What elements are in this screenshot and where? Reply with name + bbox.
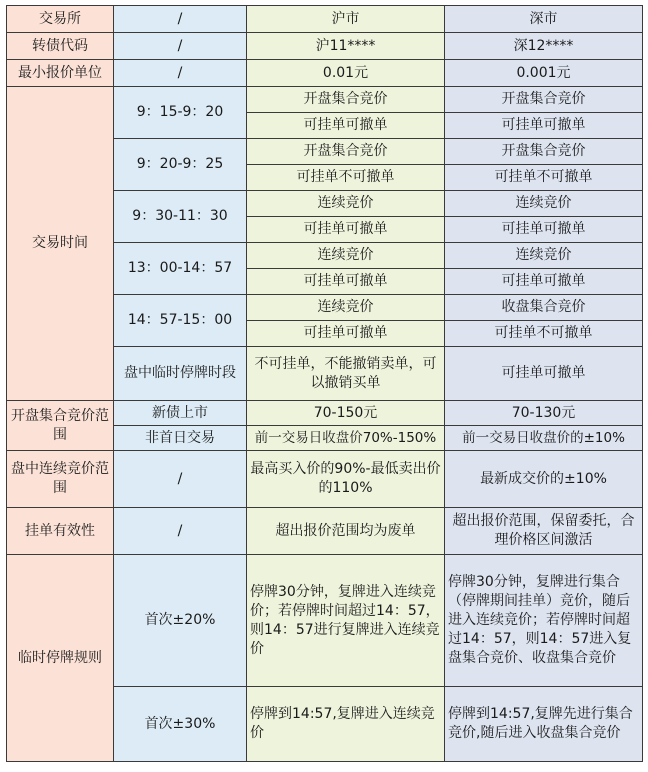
halt-rule-sz: 停牌30分钟，复牌进行集合（停牌期间挂单）竞价，随后进入连续竞价；若停牌时间超过14：57，则14：57进入复盘集合竞价、收盘集合竞价 [445, 555, 643, 687]
halt-period-sh: 不可挂单，不能撤销卖单，可以撤销买单 [247, 347, 445, 401]
hours-sh: 连续竞价 [247, 243, 445, 269]
halt-rule-sub: 首次±30% [114, 687, 247, 762]
hours-sh: 开盘集合竞价 [247, 87, 445, 113]
hours-sz: 可挂单不可撤单 [445, 165, 643, 191]
time-slot-4: 13：00-14：57 [114, 243, 247, 295]
tick-sh: 0.01元 [247, 60, 445, 87]
opening-sh: 70-150元 [247, 401, 445, 426]
time-slot-2: 9：20-9：25 [114, 139, 247, 191]
table-row [7, 555, 643, 687]
hours-sz: 连续竞价 [445, 243, 643, 269]
table-row-code [7, 33, 643, 60]
row-label-halt-rules: 临时停牌规则 [7, 555, 114, 762]
halt-rule-sh: 停牌到14:57,复牌进入连续竞价 [247, 687, 445, 762]
row-label-continuous: 盘中连续竞价范围 [7, 451, 114, 508]
slash-cell: / [114, 6, 247, 33]
row-label-validity: 挂单有效性 [7, 508, 114, 555]
table-row-validity [7, 508, 643, 555]
opening-sz: 前一交易日收盘价的±10% [445, 426, 643, 451]
tick-sz: 0.001元 [445, 60, 643, 87]
table-row [7, 87, 643, 113]
table-row [7, 401, 643, 426]
hours-sh: 可挂单可撤单 [247, 321, 445, 347]
hours-sz: 开盘集合竞价 [445, 87, 643, 113]
hours-sh: 连续竞价 [247, 191, 445, 217]
hours-sz: 可挂单可撤单 [445, 217, 643, 243]
time-slot-1: 9：15-9：20 [114, 87, 247, 139]
watermark-icon [498, 760, 638, 770]
hours-sz: 可挂单可撤单 [445, 269, 643, 295]
slash-cell: / [114, 60, 247, 87]
halt-period-label: 盘中临时停牌时段 [114, 347, 247, 401]
row-label-hours: 交易时间 [7, 87, 114, 401]
halt-rule-sz: 停牌到14:57,复牌先进行集合竞价,随后进入收盘集合竞价 [445, 687, 643, 762]
hours-sz: 开盘集合竞价 [445, 139, 643, 165]
hours-sz: 可挂单可撤单 [445, 113, 643, 139]
row-label-opening: 开盘集合竞价范围 [7, 401, 114, 451]
halt-rule-sh: 停牌30分钟，复牌进入连续竞价；若停牌时间超过14：57，则14：57进行复牌进入连续竞价 [247, 555, 445, 687]
code-sz: 深12**** [445, 33, 643, 60]
halt-period-sz: 可挂单可撤单 [445, 347, 643, 401]
row-label-exchange: 交易所 [7, 6, 114, 33]
continuous-sh: 最高买入价的90%-最低卖出价的110% [247, 451, 445, 508]
row-label-code: 转债代码 [7, 33, 114, 60]
hours-sh: 可挂单不可撤单 [247, 165, 445, 191]
hours-sh: 可挂单可撤单 [247, 217, 445, 243]
table-row-continuous [7, 451, 643, 508]
slash-cell: / [114, 508, 247, 555]
time-slot-3: 9：30-11：30 [114, 191, 247, 243]
opening-sh: 前一交易日收盘价70%-150% [247, 426, 445, 451]
hours-sh: 连续竞价 [247, 295, 445, 321]
comparison-table [6, 5, 643, 762]
code-sh: 沪11**** [247, 33, 445, 60]
slash-cell: / [114, 451, 247, 508]
hours-sz: 可挂单不可撤单 [445, 321, 643, 347]
continuous-sz: 最新成交价的±10% [445, 451, 643, 508]
opening-sub: 非首日交易 [114, 426, 247, 451]
hours-sh: 可挂单可撤单 [247, 269, 445, 295]
validity-sh: 超出报价范围均为废单 [247, 508, 445, 555]
slash-cell: / [114, 33, 247, 60]
hours-sh: 开盘集合竞价 [247, 139, 445, 165]
hours-sz: 连续竞价 [445, 191, 643, 217]
row-label-tick: 最小报价单位 [7, 60, 114, 87]
halt-rule-sub: 首次±20% [114, 555, 247, 687]
table-row-exchange [7, 6, 643, 33]
table-row-tick [7, 60, 643, 87]
opening-sub: 新债上市 [114, 401, 247, 426]
hours-sz: 收盘集合竞价 [445, 295, 643, 321]
time-slot-5: 14：57-15：00 [114, 295, 247, 347]
opening-sz: 70-130元 [445, 401, 643, 426]
hours-sh: 可挂单可撤单 [247, 113, 445, 139]
header-sz: 深市 [445, 6, 643, 33]
header-sh: 沪市 [247, 6, 445, 33]
validity-sz: 超出报价范围，保留委托，合理价格区间激活 [445, 508, 643, 555]
